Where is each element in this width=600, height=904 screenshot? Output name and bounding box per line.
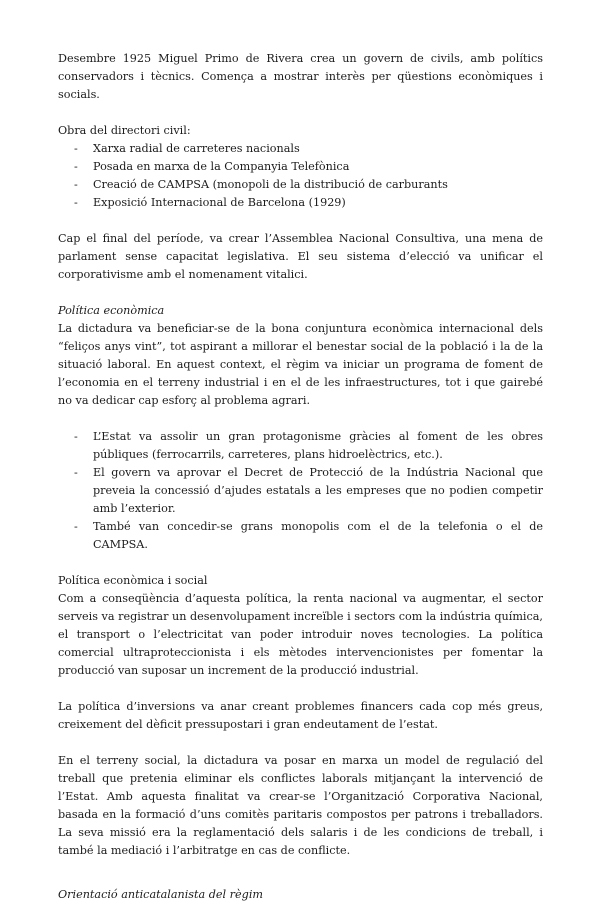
obra-list-item bbox=[58, 158, 543, 176]
social-paragraph: Com a conseqüència d’aquesta política, la renta nacional va augmentar, el sector serveis va registrar un desenvolupament increïble i sectors com la indústria química, el transport o l’electricitat van poder introduir noves tecnologies. La política comercial ultraproteccionista i els mètodes intervencionistes per fomentar la producció van suposar un increment de la producció industrial. bbox=[58, 592, 543, 677]
economia-item-text: L’Estat va assolir un gran protagonisme gràcies al foment de les obres públiques (ferrocarrils, carreteres, plans hidroelèctrics, etc.). bbox=[93, 430, 543, 461]
assemblea-paragraph: Cap el final del període, va crear l’Assemblea Nacional Consultiva, una mena de parlament sense capacitat legislativa. El seu sistema d’elecció va unificar el corporativisme amb el nomenament vitalici. bbox=[58, 232, 543, 281]
obra-list-item bbox=[58, 194, 543, 212]
dash-marker: - bbox=[74, 466, 78, 479]
economia-item-text: El govern va aprovar el Decret de Protecció de la Indústria Nacional que preveia la concessió d’ajudes estatals a les empreses que no podien competir amb l’exterior. bbox=[93, 466, 543, 515]
obra-item-text: Exposició Internacional de Barcelona (1929) bbox=[93, 196, 346, 209]
economia-list-item bbox=[58, 518, 543, 554]
obra-item-text: Posada en marxa de la Companyia Telefònica bbox=[93, 160, 350, 173]
economia-list-item bbox=[58, 428, 543, 464]
economia-item-text: També van concedir-se grans monopolis com el de la telefonia o el de CAMPSA. bbox=[93, 520, 543, 551]
economia-list-item bbox=[58, 464, 543, 518]
obra-item-text: Creació de CAMPSA (monopoli de la distribució de carburants bbox=[93, 178, 448, 191]
dash-marker: - bbox=[74, 430, 78, 443]
dash-marker: - bbox=[74, 142, 78, 155]
dash-marker: - bbox=[74, 196, 78, 209]
politica-economica-paragraph: La dictadura va beneficiar-se de la bona conjuntura econòmica internacional dels “feliços anys vint”, tot aspirant a millorar el benestar social de la població i la de la situació laboral. En aquest context, el règim va iniciar un programa de foment de l’economia en el terreny industrial i en el de les infraestructures, tot i que gairebé no va dedicar cap esforç al problema agrari. bbox=[58, 322, 543, 407]
economia-list bbox=[58, 428, 543, 554]
obra-heading: Obra del directori civil: bbox=[58, 124, 191, 137]
obra-item-text: Xarxa radial de carreteres nacionals bbox=[93, 142, 300, 155]
politica-economica-title: Política econòmica bbox=[58, 304, 165, 317]
orientacio-title: Orientació anticatalanista del règim bbox=[58, 888, 264, 901]
obra-list-item bbox=[58, 176, 543, 194]
social-title: Política econòmica i social bbox=[58, 574, 208, 587]
obra-list bbox=[58, 140, 543, 212]
terreny-social-paragraph: En el terreny social, la dictadura va posar en marxa un model de regulació del treball que pretenia eliminar els conflictes laborals mitjançant la intervenció de l’Estat. Amb aquesta finalitat va crear-se l’Organització Corporativa Nacional, basada en la formació d’uns comitès paritaris compostos per patrons i treballadors. La seva missió era la reglamentació dels salaris i de les condicions de treball, i també la mediació i l’arbitratge en cas de conflicte. bbox=[58, 754, 543, 857]
obra-list-item bbox=[58, 140, 543, 158]
dash-marker: - bbox=[74, 520, 78, 533]
intro-paragraph: Desembre 1925 Miguel Primo de Rivera crea un govern de civils, amb polítics conservadors i tècnics. Comença a mostrar interès per qüestions econòmiques i socials. bbox=[58, 52, 543, 101]
dash-marker: - bbox=[74, 160, 78, 173]
inversions-paragraph: La política d’inversions va anar creant problemes financers cada cop més greus, creixement del dèficit pressupostari i gran endeutament de l’estat. bbox=[58, 700, 543, 731]
dash-marker: - bbox=[74, 178, 78, 191]
